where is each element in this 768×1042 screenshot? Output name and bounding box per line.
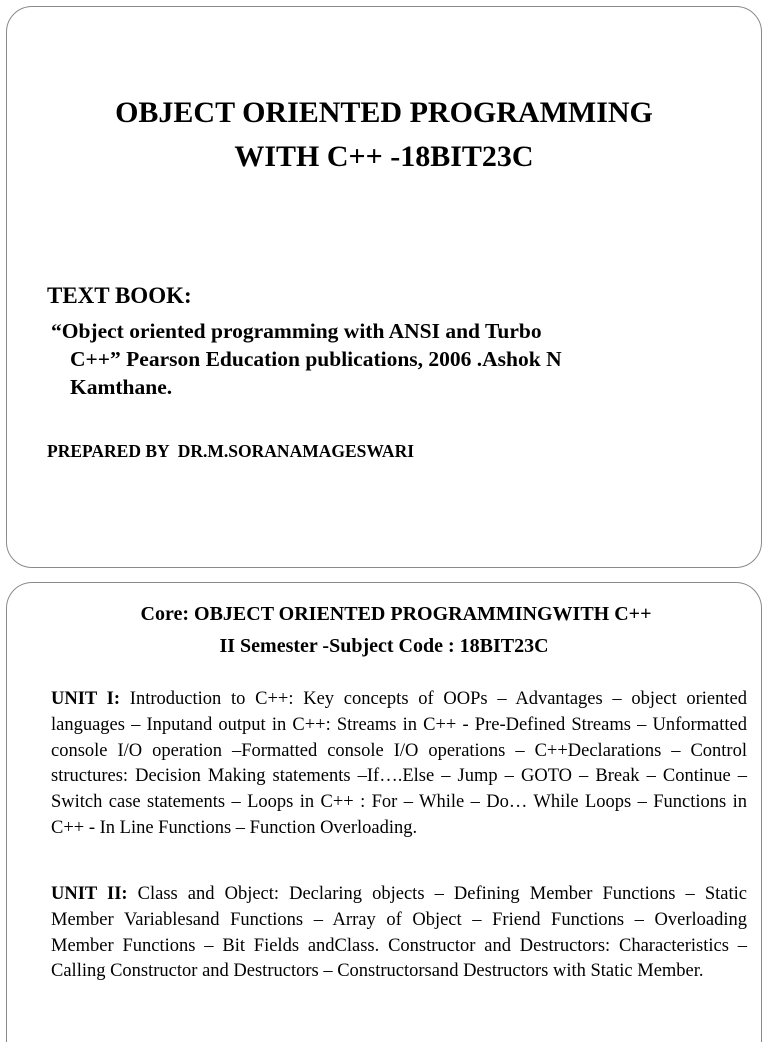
unit-1-label: UNIT I:: [51, 689, 121, 709]
textbook-line-1: “Object oriented programming with ANSI and Turbo: [51, 319, 542, 343]
textbook-reference: [51, 317, 691, 401]
core-course-line: Core: OBJECT ORIENTED PROGRAMMINGWITH C++: [140, 603, 652, 625]
page-title: [7, 91, 761, 179]
unit-1-text: Introduction to C++: Key concepts of OOPs – Advantages – object oriented languages – Inputand output in C++: Streams in C++ - Pre-Defined Streams – Unformatted console I/O operation –Formatted console I/O operations – C++Declarations – Control structures: Decision Making statements –If….Else – Jump – GOTO – Break – Continue – Switch case statements – Loops in C++ : For – While – Do… While Loops – Functions in C++ - In Line Functions – Function Overloading.: [51, 689, 747, 838]
title-line-2: WITH C++ -18BIT23C: [234, 140, 534, 173]
textbook-heading: TEXT BOOK:: [47, 283, 192, 308]
unit-1-paragraph: [51, 687, 747, 842]
slide-syllabus: [6, 582, 762, 1042]
textbook-line-3: Kamthane.: [70, 375, 173, 399]
unit-2-text: Class and Object: Declaring objects – Defining Member Functions – Static Member Variablesand Functions – Array of Object – Friend Functions – Overloading Member Functions – Bit Fields andClass. Constructor and Destructors: Characteristics – Calling Constructor and Destructors – Constructorsand Destructors with Static Member.: [51, 884, 747, 982]
unit-2-paragraph: [51, 882, 747, 985]
slide-title: [6, 6, 762, 568]
textbook-line-2: C++” Pearson Education publications, 2006 .Ashok N: [70, 347, 562, 371]
unit-2-label: UNIT II:: [51, 884, 128, 904]
prepared-by: PREPARED BY DR.M.SORANAMAGESWARI: [47, 441, 415, 461]
title-line-1: OBJECT ORIENTED PROGRAMMING: [115, 96, 653, 129]
semester-line: II Semester -Subject Code : 18BIT23C: [219, 635, 549, 657]
